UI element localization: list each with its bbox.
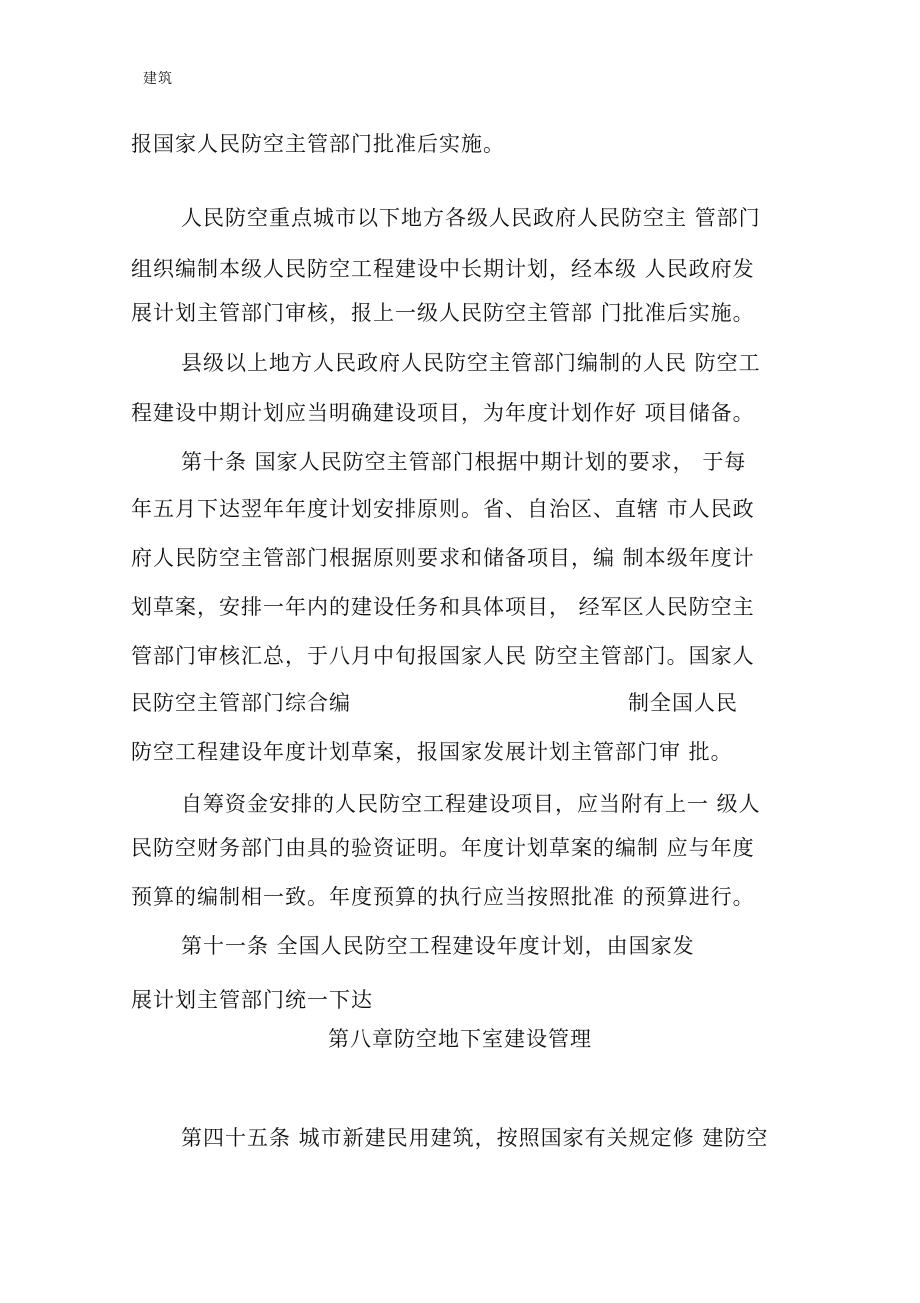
paragraph-line: 划草案，安排一年内的建设任务和具体项目， 经军区人民防空主: [131, 595, 755, 619]
paragraph-line: 防空工程建设年度计划草案，报国家发展计划主管部门审 批。: [131, 740, 733, 764]
paragraph-line: 民防空财务部门由具的验资证明。年度计划草案的编制 应与年度: [131, 836, 755, 860]
paragraph-line: 人民防空重点城市以下地方各级人民政府人民防空主 管部门: [181, 206, 761, 230]
paragraph-line: 第四十五条 城市新建民用建筑，按照国家有关规定修 建防空: [181, 1126, 769, 1150]
paragraph-line: 民防空主管部门综合编: [131, 691, 351, 715]
paragraph-line: 程建设中期计划应当明确建设项目，为年度计划作好 项目储备。: [131, 401, 755, 425]
paragraph-line: 第十条 国家人民防空主管部门根据中期计划的要求， 于每: [181, 450, 747, 474]
paragraph-line: 预算的编制相一致。年度预算的执行应当按照批准 的预算进行。: [131, 885, 755, 909]
page-header: 建筑: [143, 71, 173, 87]
chapter-title: 第八章防空地下室建设管理: [328, 1027, 592, 1051]
paragraph-line: 第十一条 全国人民防空工程建设年度计划，由国家发: [181, 934, 695, 958]
paragraph-line: 制全国人民: [628, 691, 738, 715]
paragraph-line: 府人民防空主管部门根据原则要求和储备项目，编 制本级年度计: [131, 546, 755, 570]
paragraph-line: 展计划主管部门审核，报上一级人民防空主管部 门批准后实施。: [131, 301, 755, 325]
paragraph-line: 报国家人民防空主管部门批准后实施。: [131, 132, 505, 156]
paragraph-line: 组织编制本级人民防空工程建设中长期计划，经本级 人民政府发: [131, 257, 755, 281]
paragraph-line: 年五月下达翌年年度计划安排原则。省、自治区、直辖 市人民政: [131, 497, 755, 521]
paragraph-line: 管部门审核汇总，于八月中旬报国家人民 防空主管部门。国家人: [131, 644, 755, 668]
paragraph-line: 自筹资金安排的人民防空工程建设项目，应当附有上一 级人: [181, 792, 761, 816]
paragraph-line: 展计划主管部门统一下达: [131, 988, 373, 1012]
paragraph-line: 县级以上地方人民政府人民防空主管部门编制的人民 防空工: [181, 351, 761, 375]
